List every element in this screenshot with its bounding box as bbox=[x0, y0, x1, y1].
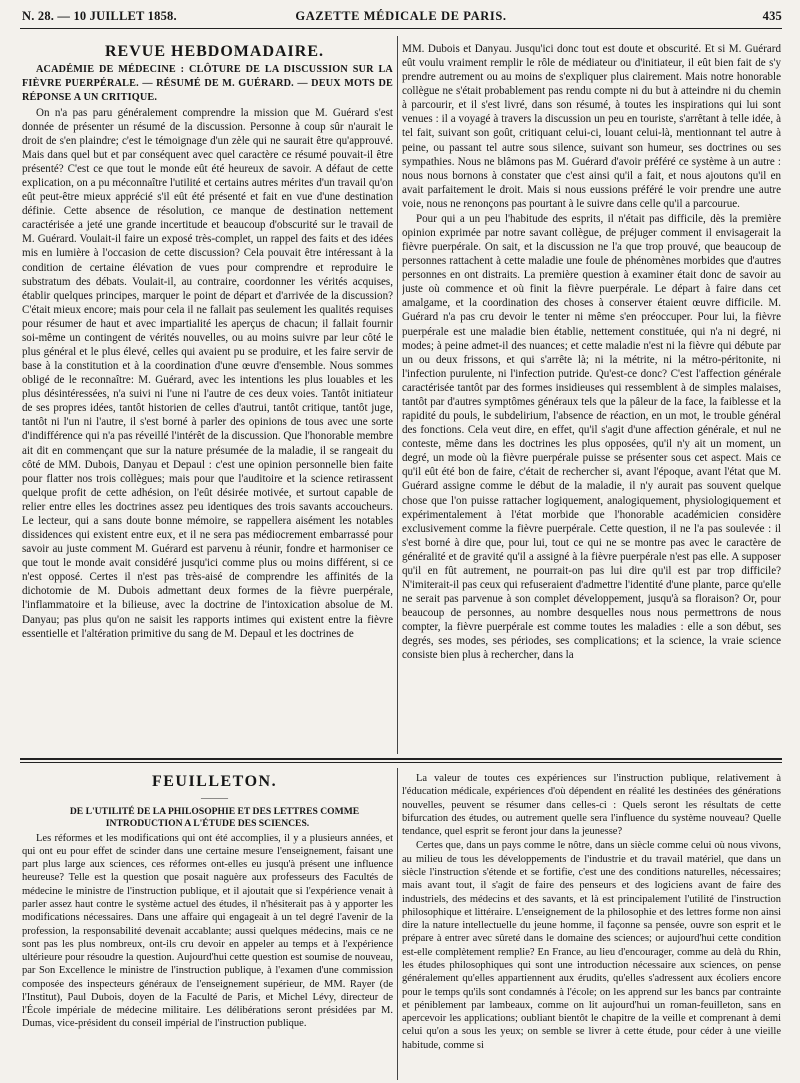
revue-right-column bbox=[402, 42, 781, 754]
column-rule-top bbox=[397, 36, 398, 754]
revue-left-column bbox=[22, 42, 393, 754]
column-rule-bottom bbox=[397, 768, 398, 1080]
feuilleton-divider bbox=[20, 758, 782, 760]
feuilleton-paragraph: Les réformes et les modifications qui ont été accomplies, il y a plusieurs années, et qui ont eu pour effet de scinder dans une certaine mesure l'enseignement, faisant une part plus large aux sciences, ces réformes ont-elles eu jusqu'à présent une influence heureuse? Telle est la question que posait naguère aux professeurs des Facultés de médecine le ministre de l'instruction publique, et il ajoutait que si l'expérience venait à parler assez haut contre le système actuel des études, il n'hésiterait pas à y apporter les modifications nécessaires. Dans une affaire qui engageait à un tel degré l'avenir de la profession, la responsabilité devenait accablante; aussi quelques médecins, mais ce ne sont pas les plus nombreux, ont-ils cru devoir en appeler au temps et à l'expérience ultérieure pour résoudre la question. Aujourd'hui cette question est soumise de nouveau, par Son Excellence le ministre de l'instruction publique, à l'examen d'une commission composée des inspecteurs généraux de l'enseignement supérieur, de MM. Rayer (de l'Institut), Paul Dubois, doyen de la Faculté de Paris, et Michel Lévy, directeur de l'École impériale de médecine militaire. Les délibérations seront présidées par M. Dumas, vice-président du conseil impérial de l'instruction publique. bbox=[22, 832, 393, 1030]
feuilleton-left-column bbox=[22, 772, 393, 1080]
feuilleton-ornament: ——— bbox=[201, 793, 228, 804]
page-number: 435 bbox=[762, 9, 782, 23]
revue-title: REVUE HEBDOMADAIRE. bbox=[104, 43, 324, 60]
revue-subtitle: ACADÉMIE DE MÉDECINE : CLÔTURE DE LA DISCUSSION SUR LA FIÈVRE PUERPÉRALE. — RÉSUMÉ DE M. GUÉRARD. — DEUX MOTS DE RÉPONSE A UN CRITIQUE. bbox=[22, 64, 393, 103]
issue-number: N. 28. — 10 JUILLET 1858. bbox=[22, 9, 177, 23]
feuilleton-paragraph: Certes que, dans un pays comme le nôtre, dans un siècle comme celui où nous vivons, au milieu de tous les développements de l'industrie et du travail matériel, que dans un siècle l'instruction s'étende et se fortifie, c'est une des conditions naturelles, nécessaires; mais avant tout, il s'agit de faire des penseurs et des logiciens avant de faire des industriels, des médecins et des savants, et là est principalement l'utilité de l'instruction philosophique et littéraire. L'enseignement de la philosophie et des lettres forme non ainsi dire la nature intellectuelle du jeune homme, il façonne sa pensée, ouvre son esprit et le prépare à entrer avec sûreté dans le domaine des sciences; or aujourd'hui cette condition est-elle complètement remplie? En France, au lieu d'encourager, comme au delà du Rhin, les études philosophiques qui sont une introduction nécessaire aux sciences, on pense généralement qu'elles appartiennent aux érudits, qu'elles s'adressent aux écoliers encore pour le temps qu'ils sont condamnés à l'école; on les apprend sur les bancs par contrainte et péniblement par lambeaux, comme on lit aujourd'hui un roman-feuilleton, sans en apercevoir les applications; oubliant bientôt le chapitre de la veille et comprenant à demi celui qu'on a sous les yeux; on semble se livrer à cette étude, pour céder à une vieille habitude, comme si bbox=[402, 840, 781, 1051]
revue-paragraph: On n'a pas paru généralement comprendre la mission que M. Guérard s'est donnée de présenter un résumé de la discussion. Personne à coup sûr n'aurait le droit de s'en plaindre; c'est le témoignage d'un zèle qui ne saurait être qu'approuvé. Mais dans quel but et par conséquent avec quel caractère ce résumé pouvait-il être présenté? C'est ce que tout le monde eût été heureux de savoir. A défaut de cette explication, on a pu méconnaître l'utilité et certains autres mérites d'un travail qu'on eût peut-être mieux apprécié s'il eût été présenté et fait en vue d'une destination définie. Cette absence de résolution, ce manque de destination nettement caractérisée a jeté une grande incertitude et beaucoup d'obscurité sur le travail de M. Guérard. Voulait-il faire un exposé très-complet, un rappel des faits et des idées mis en lumière à l'occasion de cette discussion? Cela pouvait être intéressant à la condition de certaine élévation de vues pour comprendre et reproduire le substratum des débats. Voulait-il, au contraire, coordonner les vérités acquises, établir quelques principes, marquer le point de départ et d'arrivée de la discussion? C'était mieux encore; mais pour cela il ne fallait pas seulement les qualités requises pour résumer de haut et avec impartialité les aperçus de chacun; il fallait fournir soi-même un contingent de vérités nouvelles, ou au moins suivre par leur côté le plus général et le plus élevé, celles qui avaient pu se produire, et les faire servir de base à la constitution et à la coordination d'une œuvre d'ensemble. Nous sommes obligé de le reconnaître: M. Guérard, avec les intentions les plus louables et les plus désintéressées, n'a suivi ni l'une ni l'autre de ces deux voies. Tantôt initiateur de ses propres idées, tantôt historien de celles d'autrui, tantôt critique, tantôt juge, tantôt ni l'un ni l'autre, il s'est borné à parler des opinions de tous avec une sorte d'indifférence qui n'a pas réveillé l'intérêt de la discussion. Que l'honorable membre ait dit en commençant que sur la nature présumée de la maladie, il se rangeait du côté de MM. Dubois, Danyau et Depaul : c'est une opinion personnelle bien faite pour flatter nos trois collègues; mais pour que l'auditoire et la science retirassent quelque profit de cette adhésion, on l'eût désirée motivée, et surtout capable de relier entre elles les doctrines assez peu identiques des trois savants accoucheurs. Le lecteur, qui a sans doute bonne mémoire, se rappellera aisément les notables dissidences qui existent entre eux, et il ne sera pas médiocrement embarrassé pour savoir au juste comment M. Guérard est parvenu à réunir, fondre et harmoniser ce que tout le monde avait considéré jusqu'ici comme plus ou moins différent, si ce n'est opposé. Certes il n'est pas très-aisé de comprendre les affinités de la dichotomie de M. Dubois admettant deux formes de la fièvre puerpérale, l'inflammatoire et la bilieuse, avec la doctrine de l'intoxication absolue de M. Danyau; pas plus qu'on ne saisit les rapports intimes qui existent entre la fièvre essentielle et l'altération primitive du sang de M. Depaul et les doctrines de bbox=[22, 106, 393, 640]
feuilleton-divider-thin bbox=[20, 762, 782, 763]
feuilleton-title: FEUILLETON. bbox=[151, 773, 278, 790]
feuilleton-right-column bbox=[402, 772, 781, 1080]
journal-title: GAZETTE MÉDICALE DE PARIS. bbox=[295, 9, 507, 23]
feuilleton-subtitle: DE L'UTILITÉ DE LA PHILOSOPHIE ET DES LETTRES COMME INTRODUCTION A L'ÉTUDE DES SCIENCES. bbox=[69, 805, 360, 830]
page-header bbox=[20, 6, 782, 29]
revue-paragraph: MM. Dubois et Danyau. Jusqu'ici donc tout est doute et obscurité. Et si M. Guérard eût voulu vraiment remplir le rôle de médiateur ou d'initiateur, il eût bien fait de s'y prendre autrement ou au moins de s'expliquer plus clairement. Mais notre honorable collègue ne s'était probablement pas rendu compte ni du but à atteindre ni du chemin à parcourir, et il s'est livré, dans son résumé, à toutes les inspirations qui lui sont venues : il a voyagé à travers la discussion un peu en touriste, s'arrêtant à telle idée, à tel fait, suivant son goût, critiquant celui-ci, louant celui-là, mentionnant tel autre à peine, ou passant tel autre sous silence, suivant son humeur, ses doctrines ou ses sympathies. Nous ne blâmons pas M. Guérard d'avoir préféré ce système à un autre : nous nous bornons à constater que c'est ainsi qu'il a fait, et nous ajoutons qu'il en avait parfaitement le droit. Mais si nous eussions préféré le voir prendre une autre voie, nous ne renonçons pas pourtant à le suivre dans celle qu'il a parcourue. bbox=[402, 43, 781, 210]
revue-paragraph: Pour qui a un peu l'habitude des esprits, il n'était pas difficile, dès la première opinion exprimée par notre savant collègue, de préjuger comment il envisagerait la fièvre puerpérale. On sait, et la discussion ne l'a que trop prouvé, que beaucoup de personnes rattachent à cette maladie une foule de phénomènes morbides que d'autres personnes en ont distraits. La première question à examiner était donc de savoir au juste où commence et où finit la fièvre puerpérale. Le départ à faire dans cet amalgame, et la coordination des choses à conserver étaient œuvre difficile. M. Guérard n'a pas cru devoir le tenter ni même s'en préoccuper. Pour lui, la fièvre puerpérale est une maladie bien établie, nettement constituée, qui n'a ni degré, ni modes; à peine admet-il des nuances; et cette maladie n'est ni la fièvre qui débute par un ou deux frissons, et qui s'arrête là; ni la métrite, ni la métro-péritonite, ni l'infection purulente, ni l'infection putride. Qu'est-ce donc? C'est l'affection générale caractérisée tantôt par des formes insidieuses qui ressemblent à de simples malaises, tantôt par d'autres symptômes généraux tels que la pâleur de la face, la faiblesse et la rapidité du pouls, le subdelirium, l'absence de réaction, en un mot, le trouble général des fonctions. Cela veut dire, en effet, qu'il s'agit d'une affection générale, et nul ne conteste, même dans les doctrines les plus opposées, qu'il n'y ait un moment, un degré, un mode où la fièvre puerpérale puisse se présenter sous cet aspect. Mais ce qu'il eût été bon de faire, c'était de rechercher si, avant l'époque, avant l'état que M. Guérard assigne comme le début de la maladie, il n'y aurait pas souvent quelque chose que l'on puisse rattacher logiquement, analogiquement, physiologiquement et expérimentalement à l'état morbide que l'honorable académicien considère exclusivement comme la fièvre puerpérale. Cette question, il ne l'a pas soulevée : il s'est borné à dire que, pour lui, tout ce qui ne se montre pas avec le caractère de généralité et de gravité qu'il a assigné à la fièvre puerpérale n'est pas elle. A supposer qu'il en fût autrement, ne pourrait-on pas lui dire qu'il est par trop difficile? N'imiterait-il pas ceux qui refuseraient d'admettre l'identité d'une plante, parce qu'elle ne serait pas parvenue à son complet développement, jusqu'à sa floraison? Or, pour beaucoup de personnes, au nombre desquelles nous nous permettrons de nous compter, la fièvre puerpérale est comme toutes les maladies : elle a son début, ses degrés, ses modes, ses périodes, ses complications; et la science, la vraie science consiste bien plus à rechercher, dans la bbox=[402, 212, 781, 662]
feuilleton-paragraph: La valeur de toutes ces expériences sur l'instruction publique, relativement à l'éducation médicale, expériences d'où dépendent en réalité les destinées des générations nouvelles, peuvent se résumer dans celles-ci : Quels seront les résultats de cette bifurcation des études, ou autrement quelle sera l'influence du système nouveau? Quelle tendance, quel esprit se feront jour dans la jeunesse? bbox=[402, 773, 781, 838]
